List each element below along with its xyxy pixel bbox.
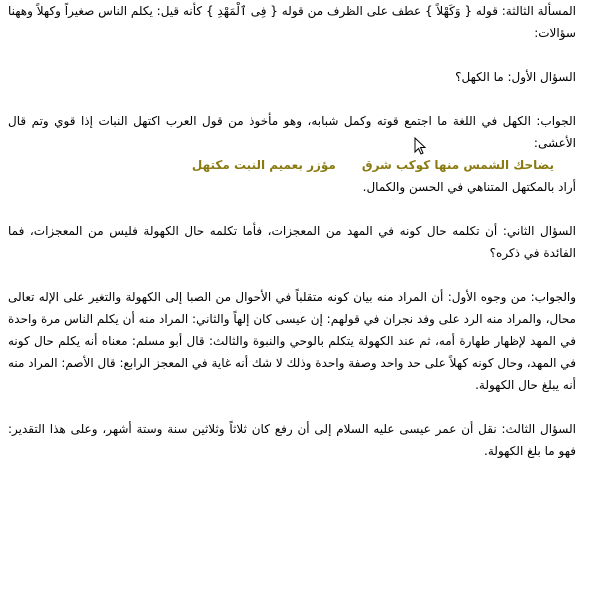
spacer <box>0 198 582 220</box>
poem-hemistich-first: يضاحك الشمس منها كوكب شرق <box>361 158 554 172</box>
mouse-pointer-icon <box>414 137 426 155</box>
poem-hemistich-second: مؤزر بعميم النبت مكتهل <box>191 158 336 172</box>
paragraph-answer-two: والجواب: من وجوه الأول: أن المراد منه بيان كونه متقلباً في الأحوال من الصبا إلى الكهولة والتغير على الإله تعالى محال، والمراد منه الرد على وفد نجران في قولهم: إن عيسى كان إلهاً والثاني: المراد منه أن يكلم الناس مرة واحدة في المهد لإظهار طهارة أمه، ثم عند الكهولة يتكلم بالوحي والنبوة والثالث: قال أبو مسلم: معناه أنه يكلم حال كونه في المهد، وحال كونه كهلاً على حد واحد وصفة واحدة وذلك لا شك أنه غاية في المعجز الرابع: قال الأصم: المراد منه أنه يبلغ حال الكهولة. <box>8 290 576 392</box>
spacer <box>0 396 582 418</box>
paragraph-answer-one: الجواب: الكهل في اللغة ما اجتمع قوته وكمل شبابه، وهو مأخوذ من قول العرب اكتهل النبات إذا قوي وتم قال الأعشى: <box>8 114 576 150</box>
poem-verse <box>0 154 582 176</box>
paragraph-question-one: السؤال الأول: ما الكهل؟ <box>455 70 576 84</box>
paragraph-issue-three: المسألة الثالثة: قوله { وَكَهْلاً } عطف على الظرف من قوله { فِى ٱلْمَهْدِ } كأنه قيل: يكلم الناس صغيراً وكهلاً وههنا سؤالات: <box>8 4 576 40</box>
paragraph-poem-explanation: أراد بالمكتهل المتناهي في الحسن والكمال. <box>362 180 576 194</box>
paragraph-question-three: السؤال الثالث: نقل أن عمر عيسى عليه السلام إلى أن رفع كان ثلاثاً وثلاثين سنة وستة أشهر، وعلى هذا التقدير: فهو ما بلغ الكهولة. <box>8 422 576 458</box>
spacer <box>0 44 582 66</box>
paragraph-question-two: السؤال الثاني: أن تكلمه حال كونه في المهد من المعجزات، فأما تكلمه حال الكهولة فليس من المعجزات، فما الفائدة في ذكره؟ <box>8 224 576 260</box>
spacer <box>0 88 582 110</box>
spacer <box>0 264 582 286</box>
